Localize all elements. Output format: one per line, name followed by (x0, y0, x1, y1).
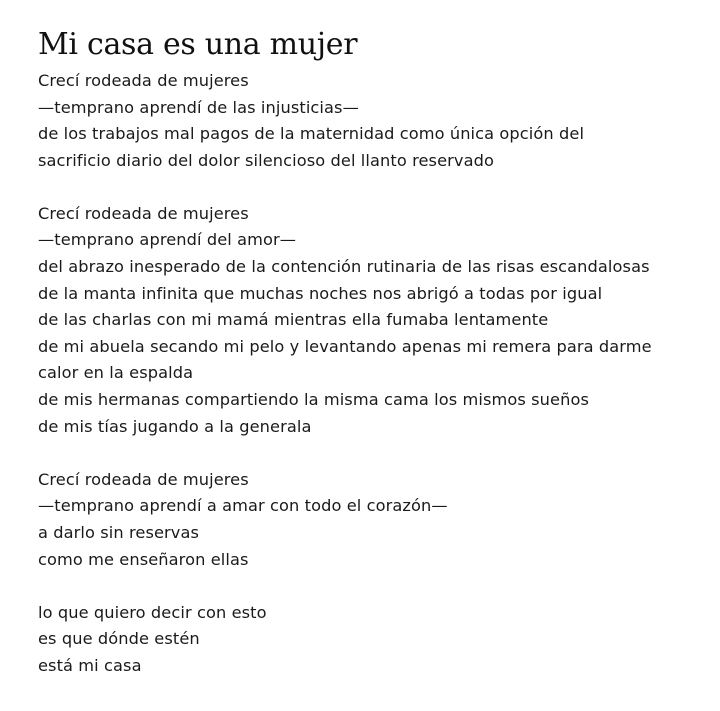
poem-line: de mis hermanas compartiendo la misma cama los mismos sueños (38, 390, 589, 410)
poem-line: sacrificio diario del dolor silencioso del llanto reservado (38, 150, 494, 170)
poem-body (38, 68, 708, 679)
poem-line: como me enseñaron ellas (38, 549, 249, 569)
poem-line: de las charlas con mi mamá mientras ella fumaba lentamente (38, 310, 549, 330)
poem-line: Crecí rodeada de mujeres (38, 71, 249, 90)
poem-line: —temprano aprendí a amar con todo el corazón— (38, 496, 448, 516)
poem-line: está mi casa (38, 655, 142, 675)
poem-line: lo que quiero decir con esto (38, 602, 267, 622)
poem-line: Crecí rodeada de mujeres (38, 203, 249, 223)
poem-page (38, 26, 708, 706)
poem-line: del abrazo inesperado de la contención rutinaria de las risas escandalosas (38, 257, 650, 277)
poem-line: —temprano aprendí del amor— (38, 230, 297, 250)
poem-title: Mi casa es una mujer (38, 27, 358, 62)
poem-line: a darlo sin reservas (38, 522, 200, 542)
poem-line: —temprano aprendí de las injusticias— (38, 97, 359, 117)
stanza-4 (38, 600, 708, 680)
stanza-3 (38, 467, 708, 573)
poem-line: de mi abuela secando mi pelo y levantando apenas mi remera para darme (38, 336, 652, 356)
poem-line: calor en la espalda (38, 363, 194, 383)
poem-line: es que dónde estén (38, 629, 200, 649)
poem-line: de la manta infinita que muchas noches nos abrigó a todas por igual (38, 283, 603, 303)
stanza-2 (38, 201, 708, 440)
poem-line: de mis tías jugando a la generala (38, 416, 312, 436)
stanza-1 (38, 68, 708, 174)
poem-line: de los trabajos mal pagos de la maternidad como única opción del (38, 124, 585, 144)
poem-line: Crecí rodeada de mujeres (38, 469, 249, 489)
